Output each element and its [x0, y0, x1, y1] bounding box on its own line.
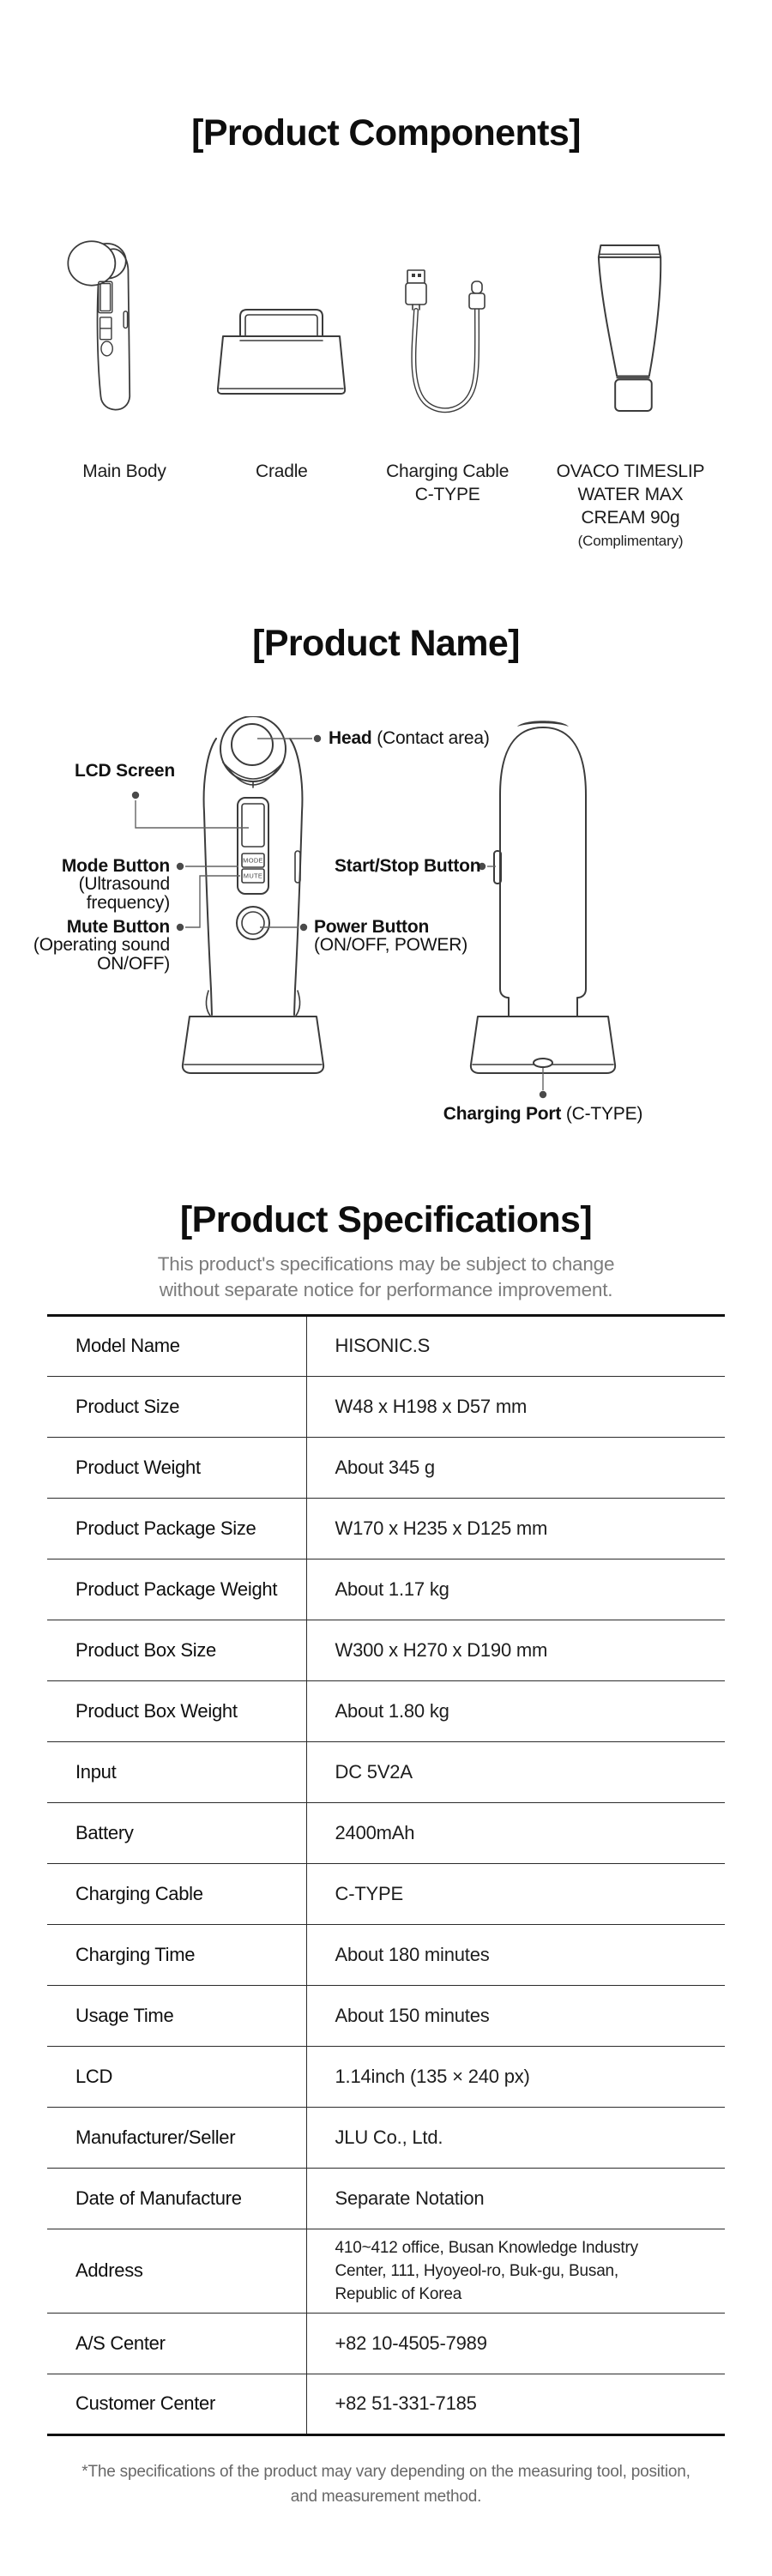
spec-value: About 1.80 kg — [335, 1699, 449, 1722]
table-row — [47, 2107, 725, 2168]
spec-value: DC 5V2A — [335, 1760, 413, 1783]
spec-label: Customer Center — [47, 2374, 306, 2434]
spec-label: Product Weight — [47, 1437, 306, 1498]
spec-value: Separate Notation — [335, 2187, 485, 2209]
device-diagram — [0, 716, 772, 1126]
spec-label: Product Package Size — [47, 1498, 306, 1559]
spec-label: Product Box Size — [47, 1620, 306, 1680]
spec-label: Model Name — [47, 1315, 306, 1376]
table-row — [47, 2313, 725, 2374]
component-label-cream: OVACO TIMESLIP WATER MAX CREAM 90g (Complimentary) — [556, 461, 705, 549]
component-label-charging-cable: Charging Cable C-TYPE — [386, 461, 510, 504]
mute-button-text: MUTE — [243, 872, 263, 880]
table-row — [47, 1437, 725, 1498]
table-row — [47, 1924, 725, 1985]
table-row — [47, 1498, 725, 1559]
spec-label: LCD — [47, 2046, 306, 2107]
table-row-address — [47, 2229, 725, 2313]
table-row — [47, 1315, 725, 1376]
spec-label: Charging Cable — [47, 1863, 306, 1924]
table-row — [47, 1985, 725, 2046]
spec-label: Charging Time — [47, 1924, 306, 1985]
spec-value: 410~412 office, Busan Knowledge Industry Center, 111, Hyoyeol-ro, Buk-gu, Busan, Republic of Korea — [335, 2238, 638, 2303]
spec-label: Input — [47, 1741, 306, 1802]
table-row — [47, 2168, 725, 2229]
spec-value: +82 10-4505-7989 — [335, 2332, 487, 2354]
component-label-cradle: Cradle — [255, 461, 308, 481]
spec-label: Product Size — [47, 1376, 306, 1437]
device-rear-view — [494, 721, 586, 1016]
cream-tube-illustration — [549, 232, 712, 433]
table-row — [47, 2046, 725, 2107]
device-mute-button — [242, 869, 264, 883]
mode-button-text: MODE — [243, 856, 263, 865]
label-start-stop-button: Start/Stop Button — [335, 855, 481, 876]
component-cradle — [217, 232, 346, 483]
spec-value: W300 x H270 x D190 mm — [335, 1638, 548, 1661]
spec-value: +82 51-331-7185 — [335, 2392, 477, 2415]
spec-value: W170 x H235 x D125 mm — [335, 1517, 548, 1539]
components-row — [0, 232, 772, 552]
label-mute-button: Mute Button (Operating sound ON/OFF) — [33, 916, 170, 974]
spec-value: 2400mAh — [335, 1821, 415, 1843]
product-name-title: [Product Name] — [252, 622, 520, 664]
specifications-table — [47, 1314, 725, 2436]
table-row — [47, 1741, 725, 1802]
spec-label: Battery — [47, 1802, 306, 1863]
device-lcd — [242, 804, 264, 847]
spec-label: A/S Center — [47, 2313, 306, 2374]
label-head: Head (Contact area) — [329, 727, 490, 748]
spec-value: JLU Co., Ltd. — [335, 2126, 443, 2148]
cradle-rear — [471, 1017, 615, 1073]
component-label-main-body: Main Body — [82, 461, 166, 481]
label-lcd-screen: LCD Screen — [74, 760, 175, 781]
spec-label: Date of Manufacture — [47, 2168, 306, 2229]
spec-value: About 345 g — [335, 1456, 435, 1478]
label-power-button: Power Button (ON/OFF, POWER) — [314, 916, 467, 956]
table-row — [47, 2374, 725, 2434]
spec-value: About 1.17 kg — [335, 1578, 449, 1600]
spec-label: Manufacturer/Seller — [47, 2107, 306, 2168]
label-mode-button: Mode Button (Ultrasound frequency) — [61, 855, 170, 913]
component-cream — [549, 232, 712, 552]
charging-cable-illustration — [375, 232, 521, 433]
component-charging-cable — [375, 232, 521, 506]
device-power-button — [237, 907, 269, 939]
spec-label: Address — [47, 2229, 306, 2313]
table-row — [47, 1376, 725, 1437]
components-title: [Product Components] — [191, 112, 581, 154]
main-body-illustration — [60, 232, 189, 433]
spec-value: HISONIC.S — [335, 1335, 431, 1357]
specifications-footnote: *The specifications of the product may vary depending on the measuring tool, position, and measurement method. — [81, 2462, 691, 2506]
spec-value: 1.14inch (135 × 240 px) — [335, 2065, 530, 2087]
spec-value: C-TYPE — [335, 1882, 403, 1904]
component-main-body — [60, 232, 189, 483]
spec-label: Product Package Weight — [47, 1559, 306, 1620]
spec-label: Product Box Weight — [47, 1680, 306, 1741]
label-charging-port: Charging Port (C-TYPE) — [443, 1103, 643, 1124]
spec-value: About 180 minutes — [335, 1943, 490, 1965]
spec-value: About 150 minutes — [335, 2004, 490, 2026]
spec-label: Usage Time — [47, 1985, 306, 2046]
table-row — [47, 1802, 725, 1863]
table-row — [47, 1863, 725, 1924]
cradle-front — [183, 1017, 323, 1073]
table-row — [47, 1559, 725, 1620]
spec-value: W48 x H198 x D57 mm — [335, 1395, 528, 1417]
table-row — [47, 1680, 725, 1741]
specifications-subtitle: This product's specifications may be subject to change without separate notice for performance improvement. — [157, 1252, 615, 1301]
cradle-illustration — [217, 232, 346, 433]
table-row — [47, 1620, 725, 1680]
device-mode-button — [242, 854, 264, 867]
charging-port-shape — [534, 1059, 552, 1067]
specifications-title: [Product Specifications] — [179, 1198, 593, 1240]
